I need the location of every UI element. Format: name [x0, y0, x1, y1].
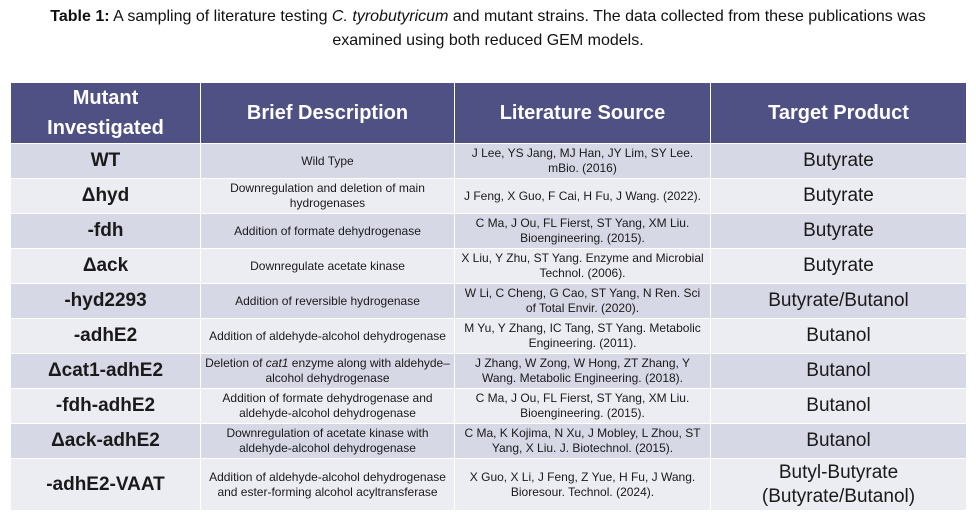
header-mutant: Mutant Investigated [11, 83, 201, 144]
cell-product: Butyrate/Butanol [711, 284, 967, 319]
cell-source: C Ma, J Ou, FL Fierst, ST Yang, XM Liu. Bioengineering. (2015). [455, 389, 711, 424]
header-row [11, 83, 967, 144]
cell-product: Butanol [711, 354, 967, 389]
header-product: Target Product [711, 83, 967, 144]
cell-mutant: -adhE2 [11, 319, 201, 354]
product-line-2: (Butyrate/Butanol) [761, 485, 916, 507]
cell-source: M Yu, Y Zhang, IC Tang, ST Yang. Metabolic Engineering. (2011). [455, 319, 711, 354]
cell-mutant: Δack-adhE2 [11, 424, 201, 459]
cell-description: Downregulation and deletion of main hydrogenases [201, 179, 455, 214]
cell-source: C Ma, K Kojima, N Xu, J Mobley, L Zhou, ST Yang, X Liu. J. Biotechnol. (2015). [455, 424, 711, 459]
cell-mutant: WT [11, 144, 201, 179]
cell-description [201, 354, 455, 389]
cell-product: Butanol [711, 424, 967, 459]
cell-mutant: Δcat1-adhE2 [11, 354, 201, 389]
cell-source: X Guo, X Li, J Feng, Z Yue, H Fu, J Wang. Bioresour. Technol. (2024). [455, 459, 711, 511]
cell-product: Butyrate [711, 179, 967, 214]
cell-product: Butyrate [711, 214, 967, 249]
cell-description: Wild Type [201, 144, 455, 179]
cell-mutant: Δack [11, 249, 201, 284]
product-line-1: Butyl-Butyrate [778, 461, 899, 483]
cell-description: Addition of formate dehydrogenase and aldehyde-alcohol dehydrogenase [201, 389, 455, 424]
cell-source: W Li, C Cheng, G Cao, ST Yang, N Ren. Sci of Total Envir. (2020). [455, 284, 711, 319]
description-pre: Deletion of [205, 356, 266, 370]
cell-product: Butyrate [711, 249, 967, 284]
cell-description: Addition of aldehyde-alcohol dehydrogenase and ester-forming alcohol acyltransferase [201, 459, 455, 511]
table-row [11, 284, 967, 319]
table-row [11, 249, 967, 284]
cell-source: J Zhang, W Zong, W Hong, ZT Zhang, Y Wang. Metabolic Engineering. (2018). [455, 354, 711, 389]
cell-product [711, 459, 967, 511]
cell-product: Butanol [711, 319, 967, 354]
header-description: Brief Description [201, 83, 455, 144]
cell-source: J Feng, X Guo, F Cai, H Fu, J Wang. (2022). [455, 179, 711, 214]
caption-label: Table 1: [50, 8, 110, 25]
cell-product: Butanol [711, 389, 967, 424]
table-caption [40, 5, 936, 53]
cell-description: Downregulate acetate kinase [201, 249, 455, 284]
cell-product: Butyrate [711, 144, 967, 179]
caption-text-after: and mutant strains. The data collected from these publications was examined using both reduced GEM models. [332, 8, 926, 49]
cell-mutant: -fdh-adhE2 [11, 389, 201, 424]
cell-source: X Liu, Y Zhu, ST Yang. Enzyme and Microbial Technol. (2006). [455, 249, 711, 284]
caption-organism: C. tyrobutyricum [331, 8, 449, 25]
table-row [11, 214, 967, 249]
cell-mutant: -adhE2-VAAT [11, 459, 201, 511]
cell-description: Addition of aldehyde-alcohol dehydrogenase [201, 319, 455, 354]
cell-mutant: -fdh [11, 214, 201, 249]
table-row [11, 319, 967, 354]
description-post: enzyme along with aldehyde–alcohol dehydrogenase [265, 356, 450, 385]
cell-mutant: Δhyd [11, 179, 201, 214]
cell-description: Downregulation of acetate kinase with aldehyde-alcohol dehydrogenase [201, 424, 455, 459]
table-row [11, 354, 967, 389]
cell-source: C Ma, J Ou, FL Fierst, ST Yang, XM Liu. Bioengineering. (2015). [455, 214, 711, 249]
header-source: Literature Source [455, 83, 711, 144]
table-header [11, 83, 967, 144]
cell-mutant: -hyd2293 [11, 284, 201, 319]
cell-description: Addition of formate dehydrogenase [201, 214, 455, 249]
cell-description: Addition of reversible hydrogenase [201, 284, 455, 319]
literature-table [10, 82, 967, 511]
table-row [11, 424, 967, 459]
caption-text-before: A sampling of literature testing [109, 8, 332, 25]
cell-source: J Lee, YS Jang, MJ Han, JY Lim, SY Lee. mBio. (2016) [455, 144, 711, 179]
table-row [11, 144, 967, 179]
table-body [11, 144, 967, 511]
table-row [11, 459, 967, 511]
table-row [11, 179, 967, 214]
table-row [11, 389, 967, 424]
description-gene: cat1 [265, 356, 289, 370]
